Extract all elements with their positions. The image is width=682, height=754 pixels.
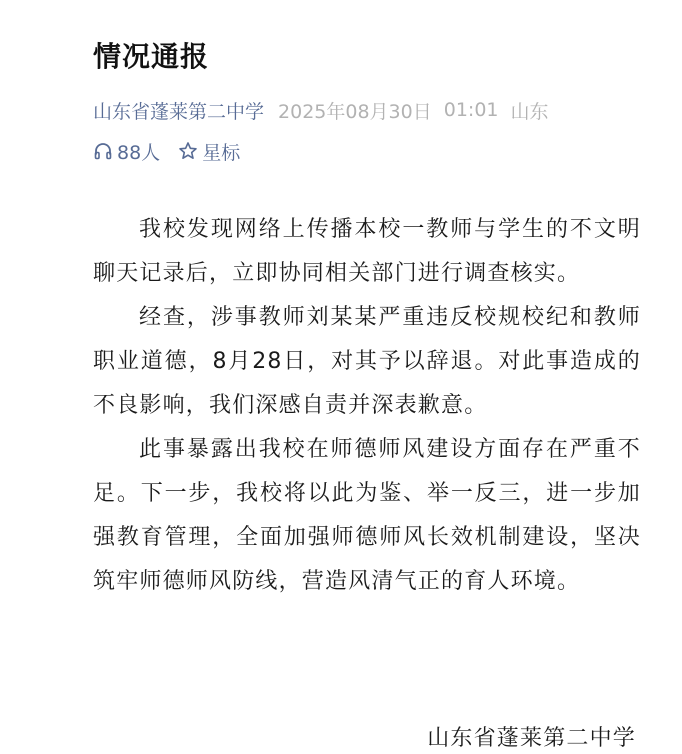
star-button[interactable] bbox=[178, 138, 240, 165]
article-meta bbox=[93, 96, 561, 124]
article-title: 情况通报 bbox=[93, 40, 210, 73]
publish-date: 2025年08月30日 bbox=[278, 100, 432, 123]
article-stats bbox=[93, 137, 258, 165]
article-signature: 山东省蓬莱第二中学 bbox=[427, 726, 636, 751]
listen-count: 88人 bbox=[117, 141, 161, 164]
article-paragraph: 此事暴露出我校在师德师风建设方面存在严重不足。下一步，我校将以此为鉴、举一反三，进一步加强教育管理，全面加强师德师风长效机制建设，坚决筑牢师德师风防线，营造风清气正的育人环境。 bbox=[93, 437, 641, 594]
article-paragraph: 我校发现网络上传播本校一教师与学生的不文明聊天记录后，立即协同相关部门进行调查核实。 bbox=[93, 217, 641, 286]
publish-region: 山东 bbox=[510, 100, 549, 123]
headphones-icon bbox=[93, 141, 113, 161]
star-outline-icon bbox=[178, 141, 198, 161]
article-body bbox=[93, 208, 641, 604]
listen-stat[interactable] bbox=[93, 138, 160, 165]
star-label: 星标 bbox=[202, 141, 241, 164]
article-paragraph: 经查，涉事教师刘某某严重违反校规校纪和教师职业道德，8月28日，对其予以辞退。对此事造成的不良影响，我们深感自责并深表歉意。 bbox=[93, 305, 641, 418]
publish-time: 01:01 bbox=[443, 99, 499, 121]
account-name-link[interactable]: 山东省蓬莱第二中学 bbox=[93, 100, 265, 123]
